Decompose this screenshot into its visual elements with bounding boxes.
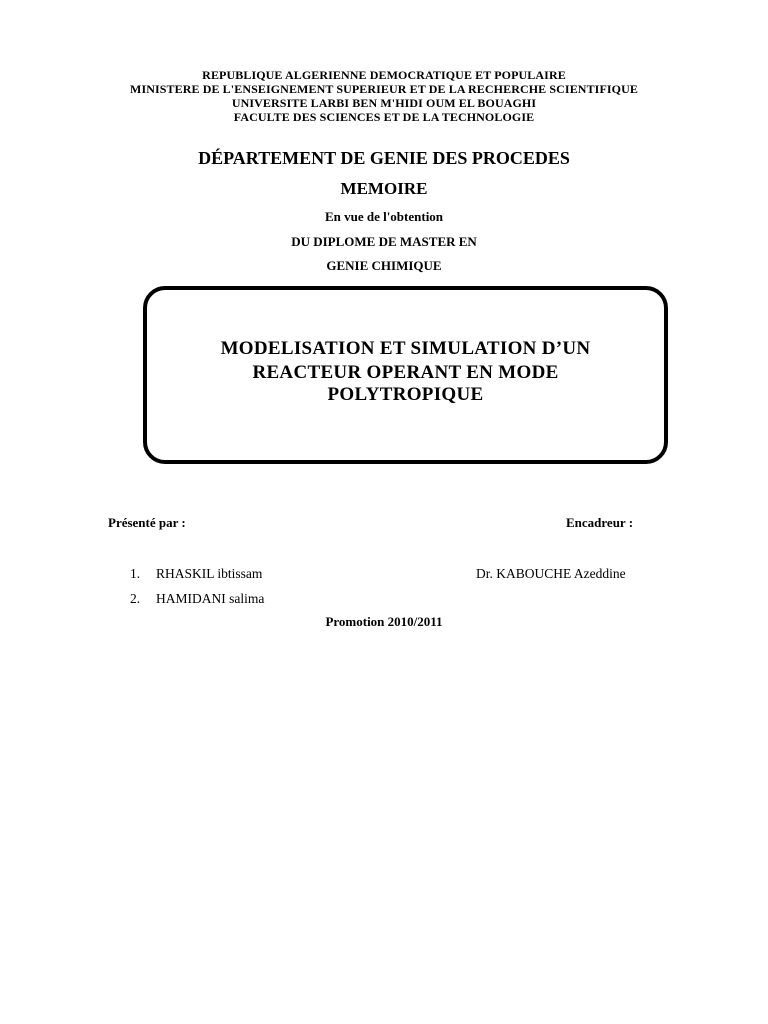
student-number: 2. <box>130 591 141 606</box>
department-title: DÉPARTEMENT DE GENIE DES PROCEDES <box>198 148 570 168</box>
supervisor-label: Encadreur : <box>566 515 634 530</box>
thesis-title-line-1: MODELISATION ET SIMULATION D’UN <box>220 338 591 359</box>
promotion: Promotion 2010/2011 <box>325 614 443 629</box>
document-type: MEMOIRE <box>340 179 428 198</box>
presented-by-label: Présenté par : <box>108 515 186 530</box>
thesis-title-line-3: POLYTROPIQUE <box>327 384 484 405</box>
header-university: UNIVERSITE LARBI BEN M'HIDI OUM EL BOUAGHI <box>231 96 537 110</box>
purpose-line-3: GENIE CHIMIQUE <box>326 258 442 273</box>
header-republic: REPUBLIQUE ALGERIENNE DEMOCRATIQUE ET POPULAIRE <box>202 68 566 82</box>
student-number: 1. <box>130 566 141 581</box>
purpose-line-1: En vue de l'obtention <box>324 209 444 224</box>
supervisor-name: Dr. KABOUCHE Azeddine <box>476 566 626 581</box>
thesis-title-line-2: REACTEUR OPERANT EN MODE <box>252 362 559 383</box>
thesis-title-box <box>143 286 668 464</box>
purpose-line-2: DU DIPLOME DE MASTER EN <box>291 234 477 249</box>
student-name: HAMIDANI salima <box>156 591 265 606</box>
header-ministry: MINISTERE DE L'ENSEIGNEMENT SUPERIEUR ET DE LA RECHERCHE SCIENTIFIQUE <box>130 82 638 96</box>
header-faculty: FACULTE DES SCIENCES ET DE LA TECHNOLOGIE <box>233 110 535 124</box>
student-name: RHASKIL ibtissam <box>156 566 263 581</box>
